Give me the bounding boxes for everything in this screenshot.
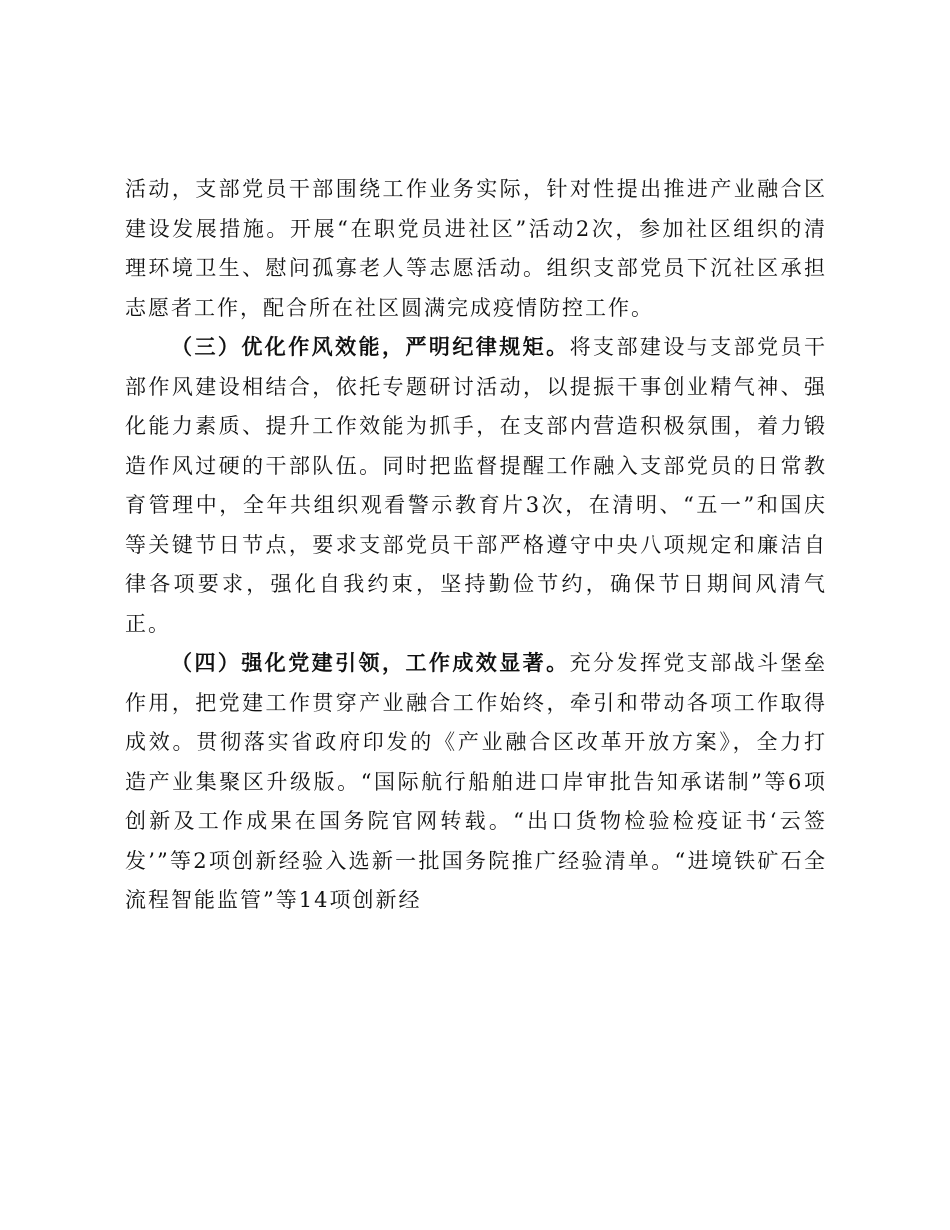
document-body <box>125 170 827 921</box>
paragraph-text: 充分发挥党支部战斗堡垒作用，把党建工作贯穿产业融合工作始终，牵引和带动各项工作取得成效。贯彻落实省政府印发的《产业融合区改革开放方案》，全力打造产业集聚区升级版。“国际航行船舶进口岸审批告知承诺制”等6项创新及工作成果在国务院官网转载。“出口货物检验检疫证书‘云签发’”等2项创新经验入选新一批国务院推广经验清单。“进境铁矿石全流程智能监管”等14项创新经 <box>125 651 828 912</box>
section-heading: （三）优化作风效能，严明纪律规矩。 <box>171 335 570 359</box>
paragraph-text: 将支部建设与支部党员干部作风建设相结合，依托专题研讨活动，以提振干事创业精气神、强化能力素质、提升工作效能为抓手，在支部内营造积极氛围，着力锻造作风过硬的干部队伍。同时把监督提醒工作融入支部党员的日常教育管理中，全年共组织观看警示教育片3次，在清明、“五一”和国庆等关键节日节点，要求支部党员干部严格遵守中央八项规定和廉洁自律各项要求，强化自我约束，坚持勤俭节约，确保节日期间风清气正。 <box>125 335 828 636</box>
paragraph-continuation <box>125 170 827 328</box>
paragraph-text: 活动，支部党员干部围绕工作业务实际，针对性提出推进产业融合区建设发展措施。开展“在职党员进社区”活动2次，参加社区组织的清理环境卫生、慰问孤寡老人等志愿活动。组织支部党员下沉社区承担志愿者工作，配合所在社区圆满完成疫情防控工作。 <box>125 177 827 320</box>
section-heading: （四）强化党建引领，工作成效显著。 <box>171 651 570 675</box>
paragraph-section-three <box>125 328 827 644</box>
paragraph-section-four <box>125 644 827 921</box>
